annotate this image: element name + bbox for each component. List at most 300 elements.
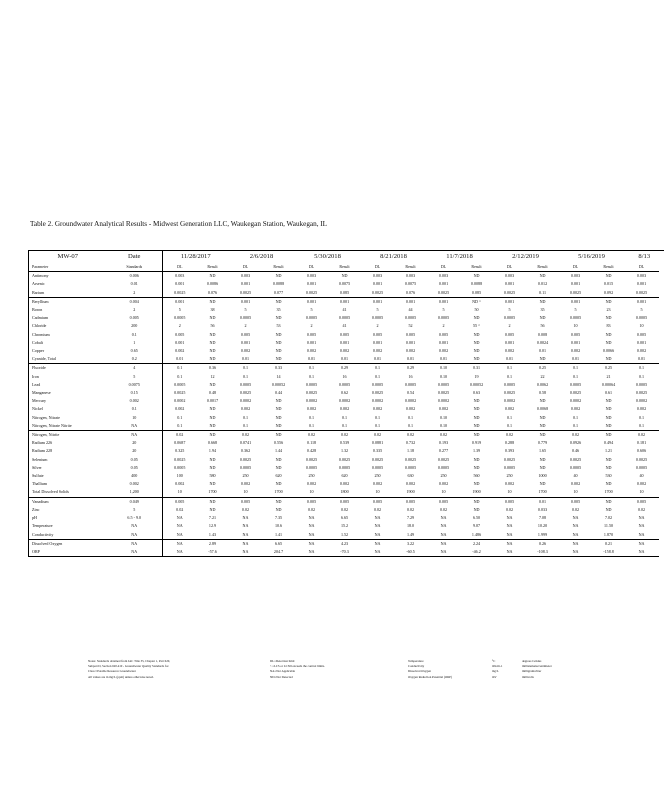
result-cell: 0.001 bbox=[339, 339, 350, 345]
detection-limit-cell: 0.1 bbox=[295, 364, 329, 373]
detection-limit-cell: 0.001 bbox=[570, 339, 581, 345]
detection-limit-cell: 0.0005 bbox=[174, 315, 186, 321]
standard-value: 1,200 bbox=[107, 488, 163, 497]
dl-header: DL bbox=[427, 263, 461, 272]
detection-limit-cell: 0.0926 bbox=[569, 440, 582, 446]
result-cell: 0.01 bbox=[340, 356, 349, 362]
result-cell: 35 bbox=[540, 307, 545, 313]
detection-limit-cell: 0.02 bbox=[176, 506, 184, 512]
detection-limit-cell: 250 bbox=[308, 473, 315, 479]
detection-limit-cell: 0.001 bbox=[570, 281, 581, 287]
result-header: Result bbox=[395, 263, 427, 272]
detection-limit-cell: 0.1 bbox=[308, 422, 315, 428]
result-cell: ND bbox=[605, 356, 612, 362]
dl-header: DL bbox=[229, 263, 263, 272]
result-cell: 0.0088 bbox=[470, 281, 483, 287]
detection-limit-cell: 0.1 bbox=[242, 373, 249, 379]
detection-limit-cell: 0.393 bbox=[504, 448, 515, 454]
result-cell: 1700 bbox=[208, 489, 217, 495]
detection-limit-cell: 0.0005 bbox=[305, 381, 318, 387]
result-cell: ND bbox=[275, 481, 282, 487]
detection-limit-cell: 0.005 bbox=[229, 497, 263, 506]
detection-limit-cell: 0.002 bbox=[636, 481, 647, 487]
detection-limit-cell: 0.1 bbox=[638, 414, 645, 420]
result-cell: ND bbox=[275, 414, 282, 420]
table-row bbox=[29, 464, 664, 472]
detection-limit-cell: 0.1 bbox=[361, 364, 395, 373]
detection-limit-cell: 10 bbox=[309, 489, 314, 495]
detection-limit-cell: 0.0005 bbox=[305, 315, 318, 321]
result-cell: 630 bbox=[407, 473, 414, 479]
result-cell: 0.21 bbox=[593, 539, 625, 548]
table-row bbox=[29, 439, 664, 447]
result-cell: ND bbox=[539, 414, 546, 420]
table-row bbox=[29, 522, 664, 530]
table-row bbox=[29, 514, 664, 522]
detection-limit-cell: NA bbox=[295, 548, 329, 557]
result-cell: 530 bbox=[605, 473, 612, 479]
sampling-date: 2/6/2018 bbox=[229, 251, 295, 264]
detection-limit-cell: 0.325 bbox=[175, 448, 185, 454]
detection-limit-cell: NA bbox=[163, 539, 197, 548]
field-parameter-name: Temperature bbox=[408, 659, 424, 663]
result-cell: ND bbox=[263, 431, 295, 440]
detection-limit-cell: 0.0025 bbox=[569, 456, 582, 462]
detection-limit-cell: 10 bbox=[507, 489, 512, 495]
detection-limit-cell: 0.01 bbox=[307, 356, 316, 362]
result-cell: ND bbox=[473, 464, 480, 470]
detection-limit-cell: 0.001 bbox=[427, 297, 461, 306]
result-cell: 4.23 bbox=[329, 539, 361, 548]
parameter-name: Beryllium bbox=[29, 297, 107, 306]
sampling-date: 11/28/2017 bbox=[163, 251, 229, 264]
detection-limit-cell: 0.02 bbox=[361, 431, 395, 440]
detection-limit-cell: 0.1 bbox=[638, 373, 645, 379]
result-cell: ND bbox=[209, 406, 216, 412]
notes-unit-names bbox=[522, 659, 552, 680]
detection-limit-cell: 0.1 bbox=[493, 364, 527, 373]
result-cell: ND bbox=[197, 431, 229, 440]
detection-limit-cell: 0.0005 bbox=[635, 315, 648, 321]
result-cell: 0.02 bbox=[406, 506, 415, 512]
result-cell: ND bbox=[539, 273, 546, 279]
parameter-name: Temperature bbox=[29, 522, 107, 530]
result-cell: 35 bbox=[276, 307, 281, 313]
detection-limit-cell: 0.002 bbox=[240, 348, 251, 354]
detection-limit-cell: 0.002 bbox=[570, 348, 581, 354]
detection-limit-cell: 0.005 bbox=[240, 331, 251, 337]
detection-limit-cell: 2 bbox=[310, 323, 313, 329]
parameter-name: ORP bbox=[29, 548, 107, 557]
detection-limit-cell: 10 bbox=[639, 489, 644, 495]
detection-limit-cell: 0.002 bbox=[372, 481, 383, 487]
detection-limit-cell: 5 bbox=[574, 307, 577, 313]
detection-limit-cell: 0.02 bbox=[295, 431, 329, 440]
result-cell: ND bbox=[605, 414, 612, 420]
detection-limit-cell: 0.0025 bbox=[305, 289, 318, 295]
detection-limit-cell: 0.0025 bbox=[174, 390, 186, 396]
detection-limit-cell: 0.02 bbox=[229, 431, 263, 440]
detection-limit-cell: 0.001 bbox=[306, 339, 317, 345]
result-cell: ND bbox=[473, 273, 480, 279]
detection-limit-cell: 0.0005 bbox=[635, 464, 648, 470]
detection-limit-cell: 5 bbox=[376, 307, 379, 313]
detection-limit-cell: 0.0002 bbox=[239, 398, 252, 404]
result-cell: ND bbox=[341, 273, 348, 279]
detection-limit-cell: 0.0025 bbox=[437, 289, 450, 295]
well-id: MW-07 bbox=[29, 251, 107, 264]
result-cell: -108.3 bbox=[527, 548, 559, 557]
detection-limit-cell: 0.003 bbox=[175, 273, 185, 279]
result-cell: 0.001 bbox=[329, 297, 361, 306]
detection-limit-cell: NA bbox=[493, 539, 527, 548]
detection-limit-cell: 0.0005 bbox=[503, 315, 516, 321]
result-cell: 0.092 bbox=[603, 289, 614, 295]
unit-symbol: °C bbox=[492, 659, 496, 663]
detection-limit-cell: 10 bbox=[375, 489, 380, 495]
table-row bbox=[29, 447, 664, 455]
result-cell: ND bbox=[461, 431, 493, 440]
detection-limit-cell: 5 bbox=[442, 307, 445, 313]
result-cell: ND bbox=[275, 406, 282, 412]
result-cell: ND bbox=[473, 506, 480, 512]
detection-limit-cell: 0.002 bbox=[372, 406, 383, 412]
result-cell: 0.02 bbox=[395, 431, 427, 440]
result-cell: 23 bbox=[606, 307, 611, 313]
detection-limit-cell: 0.01 bbox=[373, 356, 382, 362]
result-cell: 0.02 bbox=[329, 431, 361, 440]
detection-limit-cell: 5 bbox=[310, 307, 313, 313]
result-cell: 56 bbox=[210, 323, 215, 329]
standard-value: 0.1 bbox=[107, 331, 163, 339]
detection-limit-cell: 0.1 bbox=[177, 414, 183, 420]
result-cell: 0.25 bbox=[593, 364, 625, 373]
parameter-name: Mercury bbox=[29, 397, 107, 405]
detection-limit-cell: NA bbox=[493, 548, 527, 557]
result-cell: ND bbox=[605, 481, 612, 487]
result-cell: 12 bbox=[210, 373, 215, 379]
detection-limit-cell: 100 bbox=[176, 473, 183, 479]
result-cell: ND bbox=[605, 506, 612, 512]
result-cell: ND bbox=[209, 464, 216, 470]
result-cell: 0.0005 bbox=[404, 381, 417, 387]
detection-limit-cell: NA bbox=[361, 539, 395, 548]
parameter-name: Manganese bbox=[29, 389, 107, 397]
detection-limit-cell: NA bbox=[163, 548, 197, 557]
detection-limit-cell: 0.1 bbox=[559, 364, 593, 373]
parameter-name: Cyanide, Total bbox=[29, 355, 107, 364]
unit-name: degrees Celsius bbox=[522, 659, 542, 663]
detection-limit-cell: 0.0005 bbox=[371, 381, 384, 387]
table-row bbox=[29, 339, 664, 347]
table-row bbox=[29, 314, 664, 322]
result-cell: 0.63 bbox=[472, 390, 481, 396]
result-cell: 0.0005 bbox=[338, 464, 351, 470]
standard-value: 0.2 bbox=[107, 355, 163, 364]
result-cell: 0.0005 bbox=[404, 315, 417, 321]
detection-limit-cell: NA bbox=[572, 531, 579, 537]
detection-limit-cell: 0.0025 bbox=[635, 289, 648, 295]
result-cell: ND bbox=[605, 398, 612, 404]
detection-limit-cell: 0.02 bbox=[493, 431, 527, 440]
result-cell: 0.1 bbox=[341, 414, 348, 420]
result-cell: ND bbox=[209, 356, 216, 362]
result-cell: 0.076 bbox=[405, 289, 416, 295]
detection-limit-cell: 0.005 bbox=[361, 497, 395, 506]
dl-header: DL bbox=[493, 263, 527, 272]
detection-limit-cell: 0.02 bbox=[559, 431, 593, 440]
result-cell: 1.32 bbox=[340, 448, 349, 454]
result-cell: 1.52 bbox=[340, 531, 349, 537]
standard-value: 20 bbox=[107, 447, 163, 455]
detection-limit-cell: 0.1 bbox=[572, 414, 579, 420]
detection-limit-cell: 0.0025 bbox=[174, 456, 186, 462]
detection-limit-cell: 0.005 bbox=[570, 331, 581, 337]
detection-limit-cell: 0.005 bbox=[438, 331, 449, 337]
result-cell: 0.732 bbox=[405, 440, 416, 446]
detection-limit-cell: 250 bbox=[440, 473, 447, 479]
note-line: Subpart D, Section 620.410 - Groundwater Quality Standards for bbox=[88, 664, 169, 669]
standard-value: 0.0075 bbox=[107, 381, 163, 389]
table-row bbox=[29, 472, 664, 480]
abbreviation-line: DL=Detection limit bbox=[270, 659, 295, 663]
result-cell: 16 bbox=[342, 373, 347, 379]
detection-limit-cell: 0.005 bbox=[306, 331, 317, 337]
result-cell: 0.44 bbox=[274, 390, 283, 396]
result-cell: 0.001 bbox=[405, 339, 416, 345]
result-cell: 0.002 bbox=[405, 406, 416, 412]
detection-limit-cell: 0.1 bbox=[625, 364, 659, 373]
result-cell: ND bbox=[275, 464, 282, 470]
standard-value: 0.01 bbox=[107, 280, 163, 288]
result-cell: 0.0062 bbox=[536, 381, 549, 387]
note-line: Notes: Standards obtained from IAC Title 35, Chapter 1, Part 620, bbox=[88, 659, 171, 663]
detection-limit-cell: 5 bbox=[178, 307, 181, 313]
result-header: Result bbox=[263, 263, 295, 272]
detection-limit-cell: 0.003 bbox=[570, 273, 581, 279]
result-cell: 7.29 bbox=[406, 515, 415, 521]
detection-limit-cell: 0.003 bbox=[306, 273, 317, 279]
detection-limit-cell: NA bbox=[295, 539, 329, 548]
result-cell: ND bbox=[473, 398, 480, 404]
detection-limit-cell: 0.003 bbox=[240, 273, 251, 279]
sampling-date: 5/16/2019 bbox=[559, 251, 625, 264]
result-cell: 1700 bbox=[604, 489, 613, 495]
field-parameter-name: Conductivity bbox=[408, 664, 425, 669]
standard-value: 6.5 - 9.0 bbox=[107, 514, 163, 522]
result-cell: 6.65 bbox=[263, 539, 295, 548]
field-parameter-name: Oxygen Reduction Potential (ORP) bbox=[408, 674, 452, 679]
detection-limit-cell: 40 bbox=[573, 473, 578, 479]
result-cell: ND bbox=[539, 315, 546, 321]
detection-limit-cell: 0.1 bbox=[242, 414, 249, 420]
detection-limit-cell: 0.10 bbox=[439, 373, 448, 379]
result-cell: 2.24 bbox=[461, 539, 493, 548]
detection-limit-cell: 0.02 bbox=[307, 506, 316, 512]
result-cell: 0.00052 bbox=[469, 381, 484, 387]
detection-limit-cell: NA bbox=[638, 531, 645, 537]
detection-limit-cell: 0.288 bbox=[504, 440, 515, 446]
detection-limit-cell: 0.1 bbox=[638, 422, 645, 428]
result-cell: -70.3 bbox=[329, 548, 361, 557]
date-header-row bbox=[29, 251, 664, 264]
table-row bbox=[29, 373, 664, 381]
detection-limit-cell: 0.002 bbox=[438, 406, 449, 412]
result-cell: 16 bbox=[408, 373, 413, 379]
detection-limit-cell: 0.002 bbox=[636, 348, 647, 354]
result-cell: ND bbox=[473, 331, 480, 337]
result-header: Result bbox=[593, 263, 625, 272]
result-cell: 0.1 bbox=[407, 422, 414, 428]
result-cell: 0.0024 bbox=[536, 339, 549, 345]
detection-limit-cell: 0.001 bbox=[372, 339, 383, 345]
detection-limit-cell: NA bbox=[374, 515, 381, 521]
detection-limit-cell: NA bbox=[625, 548, 659, 557]
result-cell: ND bbox=[275, 506, 282, 512]
detection-limit-cell: NA bbox=[176, 531, 183, 537]
result-cell: 1.486 bbox=[471, 531, 482, 537]
result-cell: 22 bbox=[540, 373, 545, 379]
result-cell: 1.39 bbox=[472, 448, 481, 454]
standard-value: 4 bbox=[107, 364, 163, 373]
detection-limit-cell: 10 bbox=[639, 323, 644, 329]
detection-limit-cell: 0.0025 bbox=[239, 456, 252, 462]
parameter-name: Boron bbox=[29, 306, 107, 314]
detection-limit-cell: 2 bbox=[442, 323, 445, 329]
dl-header: DL bbox=[625, 263, 659, 272]
note-line: All values are in mg/L (ppm) unless otherwise noted. bbox=[88, 674, 154, 679]
detection-limit-cell: 0.0005 bbox=[635, 381, 648, 387]
sampling-date: 5/30/2018 bbox=[295, 251, 361, 264]
detection-limit-cell: 0.02 bbox=[427, 431, 461, 440]
result-cell: 0.008 bbox=[537, 331, 548, 337]
standard-value: 0.05 bbox=[107, 464, 163, 472]
table-row bbox=[29, 347, 664, 355]
detection-limit-cell: 5 bbox=[508, 307, 511, 313]
table-row bbox=[29, 297, 664, 306]
result-cell: 15.2 bbox=[340, 523, 349, 529]
result-cell: 1.18 bbox=[406, 448, 415, 454]
table-row bbox=[29, 531, 664, 540]
detection-limit-cell: 0.01 bbox=[176, 356, 184, 362]
detection-limit-cell: 0.001 bbox=[240, 339, 251, 345]
date-label: Date bbox=[107, 251, 163, 264]
detection-limit-cell: 0.1 bbox=[229, 364, 263, 373]
detection-limit-cell: 0.1 bbox=[506, 414, 513, 420]
parameter-name: Arsenic bbox=[29, 280, 107, 288]
detection-limit-cell: 0.0005 bbox=[437, 464, 450, 470]
detection-limit-cell: 0.002 bbox=[438, 348, 449, 354]
standard-value: 0.004 bbox=[107, 297, 163, 306]
detection-limit-cell: 0.0005 bbox=[239, 315, 252, 321]
result-cell: ND bbox=[473, 356, 480, 362]
detection-limit-cell: 0.0025 bbox=[305, 390, 318, 396]
detection-limit-cell: 0.002 bbox=[372, 348, 383, 354]
detection-limit-cell: NA bbox=[427, 539, 461, 548]
detection-limit-cell: 5 bbox=[244, 307, 247, 313]
table-row bbox=[29, 405, 664, 413]
parameter-name: Copper bbox=[29, 347, 107, 355]
detection-limit-cell: 0.0005 bbox=[174, 381, 186, 387]
result-cell: 1.94 bbox=[208, 448, 217, 454]
detection-limit-cell: 0.005 bbox=[163, 497, 197, 506]
parameter-name: Radium 226 bbox=[29, 439, 107, 447]
detection-limit-cell: 10 bbox=[441, 489, 446, 495]
result-cell: 1700 bbox=[274, 489, 283, 495]
detection-limit-cell: 0.0025 bbox=[371, 390, 384, 396]
notes-unit-symbols bbox=[492, 659, 502, 680]
detection-limit-cell: 0.02 bbox=[241, 506, 250, 512]
detection-limit-cell: 0.001 bbox=[438, 339, 449, 345]
detection-limit-cell: 0.003 bbox=[636, 273, 647, 279]
detection-limit-cell: 0.02 bbox=[637, 506, 646, 512]
result-cell: 0.085 bbox=[339, 289, 350, 295]
standard-value: 1 bbox=[107, 339, 163, 347]
detection-limit-cell: 0.002 bbox=[636, 406, 647, 412]
detection-limit-cell: 0.0025 bbox=[503, 456, 516, 462]
result-cell: ND bbox=[275, 356, 282, 362]
detection-limit-cell: 0.0005 bbox=[239, 381, 252, 387]
detection-limit-cell: 0.001 bbox=[175, 281, 185, 287]
result-cell: ND bbox=[539, 481, 546, 487]
detection-limit-cell: 5 bbox=[640, 307, 643, 313]
result-cell: ND bbox=[263, 497, 295, 506]
result-cell: ND bbox=[527, 297, 559, 306]
detection-limit-cell: 0.1 bbox=[572, 373, 579, 379]
result-cell: 44 bbox=[408, 307, 413, 313]
detection-limit-cell: 0.0881 bbox=[371, 440, 384, 446]
detection-limit-cell: 0.01 bbox=[571, 356, 580, 362]
result-cell: 7.21 bbox=[208, 515, 217, 521]
detection-limit-cell: NA bbox=[308, 523, 315, 529]
result-cell: ND bbox=[275, 339, 282, 345]
result-cell: 0.58 bbox=[538, 390, 547, 396]
detection-limit-cell: 0.003 bbox=[372, 273, 383, 279]
detection-limit-cell: 0.362 bbox=[240, 448, 251, 454]
result-cell: -57.6 bbox=[197, 548, 229, 557]
result-cell: 0.31 bbox=[461, 364, 493, 373]
result-cell: 0.005 bbox=[395, 497, 427, 506]
result-cell: 0.01 bbox=[406, 356, 415, 362]
parameter-name: Chromium bbox=[29, 331, 107, 339]
parameter-name: Lead bbox=[29, 381, 107, 389]
result-cell: -46.2 bbox=[461, 548, 493, 557]
table-row bbox=[29, 506, 664, 514]
result-cell: 0.919 bbox=[471, 440, 482, 446]
detection-limit-cell: 0.46 bbox=[571, 448, 580, 454]
standard-value: 0.049 bbox=[107, 497, 163, 506]
parameter-name: Vanadium bbox=[29, 497, 107, 506]
result-cell: 0.033 bbox=[537, 506, 548, 512]
detection-limit-cell: 0.181 bbox=[636, 440, 647, 446]
standard-value: 0.1 bbox=[107, 405, 163, 413]
result-cell: 0.002 bbox=[405, 348, 416, 354]
detection-limit-cell: 0.1 bbox=[374, 373, 381, 379]
result-cell: 0.002 bbox=[405, 481, 416, 487]
table-row bbox=[29, 306, 664, 314]
detection-limit-cell: 0.0025 bbox=[635, 390, 648, 396]
result-cell: 1.49 bbox=[406, 531, 415, 537]
detection-limit-cell: 0.005 bbox=[636, 331, 647, 337]
detection-limit-cell: NA bbox=[176, 523, 183, 529]
parameter-name: Nitrogen, Nitrate bbox=[29, 414, 107, 422]
standard-value: NA bbox=[107, 531, 163, 540]
detection-limit-cell: 0.02 bbox=[571, 506, 580, 512]
detection-limit-cell: 0.005 bbox=[559, 497, 593, 506]
table-row bbox=[29, 480, 664, 488]
detection-limit-cell: 0.1 bbox=[177, 422, 183, 428]
standard-value: 0.05 bbox=[107, 456, 163, 464]
